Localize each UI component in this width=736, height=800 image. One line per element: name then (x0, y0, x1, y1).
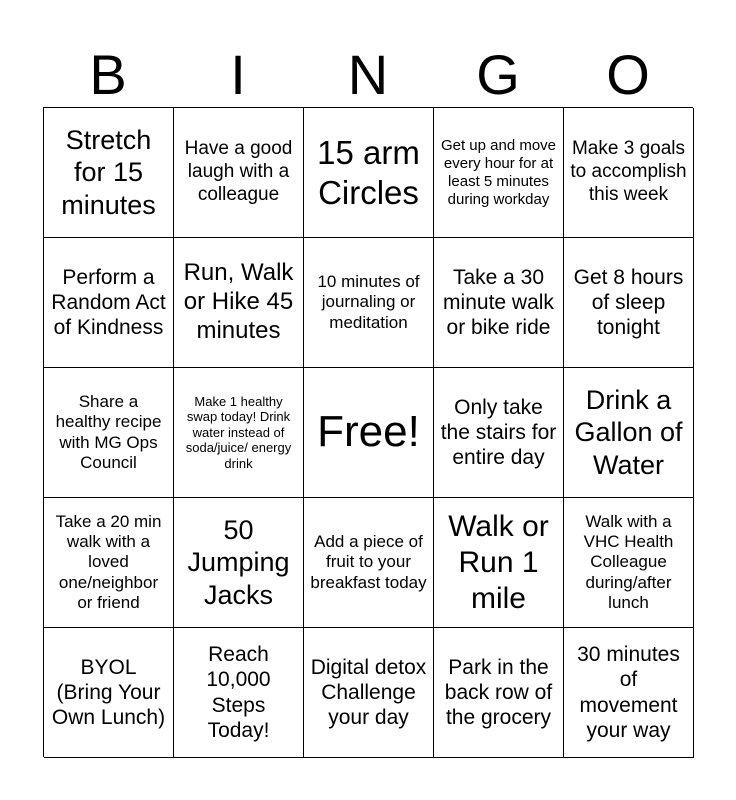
bingo-cell-r2-c1[interactable]: Perform a Random Act of Kindness (44, 238, 174, 368)
bingo-cell-r1-c3[interactable]: 15 arm Circles (304, 108, 434, 238)
bingo-cell-r4-c3[interactable]: Add a piece of fruit to your breakfast today (304, 498, 434, 628)
bingo-cell-r1-c5[interactable]: Make 3 goals to accomplish this week (564, 108, 694, 238)
bingo-cell-r5-c1[interactable]: BYOL (Bring Your Own Lunch) (44, 628, 174, 758)
header-letter-i: I (230, 43, 246, 106)
bingo-cell-r1-c4[interactable]: Get up and move every hour for at least 5 minutes during workday (434, 108, 564, 238)
header-letter-n: N (347, 43, 389, 106)
bingo-cell-r1-c1[interactable]: Stretch for 15 minutes (44, 108, 174, 238)
bingo-cell-r4-c1[interactable]: Take a 20 min walk with a loved one/neighbor or friend (44, 498, 174, 628)
bingo-cell-r5-c5[interactable]: 30 minutes of movement your way (564, 628, 694, 758)
bingo-cell-r4-c4[interactable]: Walk or Run 1 mile (434, 498, 564, 628)
bingo-cell-r3-c5[interactable]: Drink a Gallon of Water (564, 368, 694, 498)
bingo-cell-r2-c2[interactable]: Run, Walk or Hike 45 minutes (174, 238, 304, 368)
bingo-cell-r5-c4[interactable]: Park in the back row of the grocery (434, 628, 564, 758)
header-letter-b: B (89, 43, 127, 106)
bingo-cell-r3-c4[interactable]: Only take the stairs for entire day (434, 368, 564, 498)
bingo-cell-r5-c3[interactable]: Digital detox Challenge your day (304, 628, 434, 758)
bingo-cell-r4-c2[interactable]: 50 Jumping Jacks (174, 498, 304, 628)
free-space-cell[interactable]: Free! (304, 368, 434, 498)
bingo-cell-r2-c5[interactable]: Get 8 hours of sleep tonight (564, 238, 694, 368)
bingo-cell-r2-c3[interactable]: 10 minutes of journaling or meditation (304, 238, 434, 368)
header-letter-o: O (606, 43, 650, 106)
bingo-cell-r1-c2[interactable]: Have a good laugh with a colleague (174, 108, 304, 238)
bingo-grid (43, 107, 693, 757)
bingo-header (43, 42, 693, 108)
bingo-cell-r3-c2[interactable]: Make 1 healthy swap today! Drink water instead of soda/juice/ energy drink (174, 368, 304, 498)
bingo-cell-r5-c2[interactable]: Reach 10,000 Steps Today! (174, 628, 304, 758)
bingo-cell-r3-c1[interactable]: Share a healthy recipe with MG Ops Council (44, 368, 174, 498)
header-letter-g: G (476, 43, 520, 106)
bingo-cell-r4-c5[interactable]: Walk with a VHC Health Colleague during/after lunch (564, 498, 694, 628)
bingo-cell-r2-c4[interactable]: Take a 30 minute walk or bike ride (434, 238, 564, 368)
